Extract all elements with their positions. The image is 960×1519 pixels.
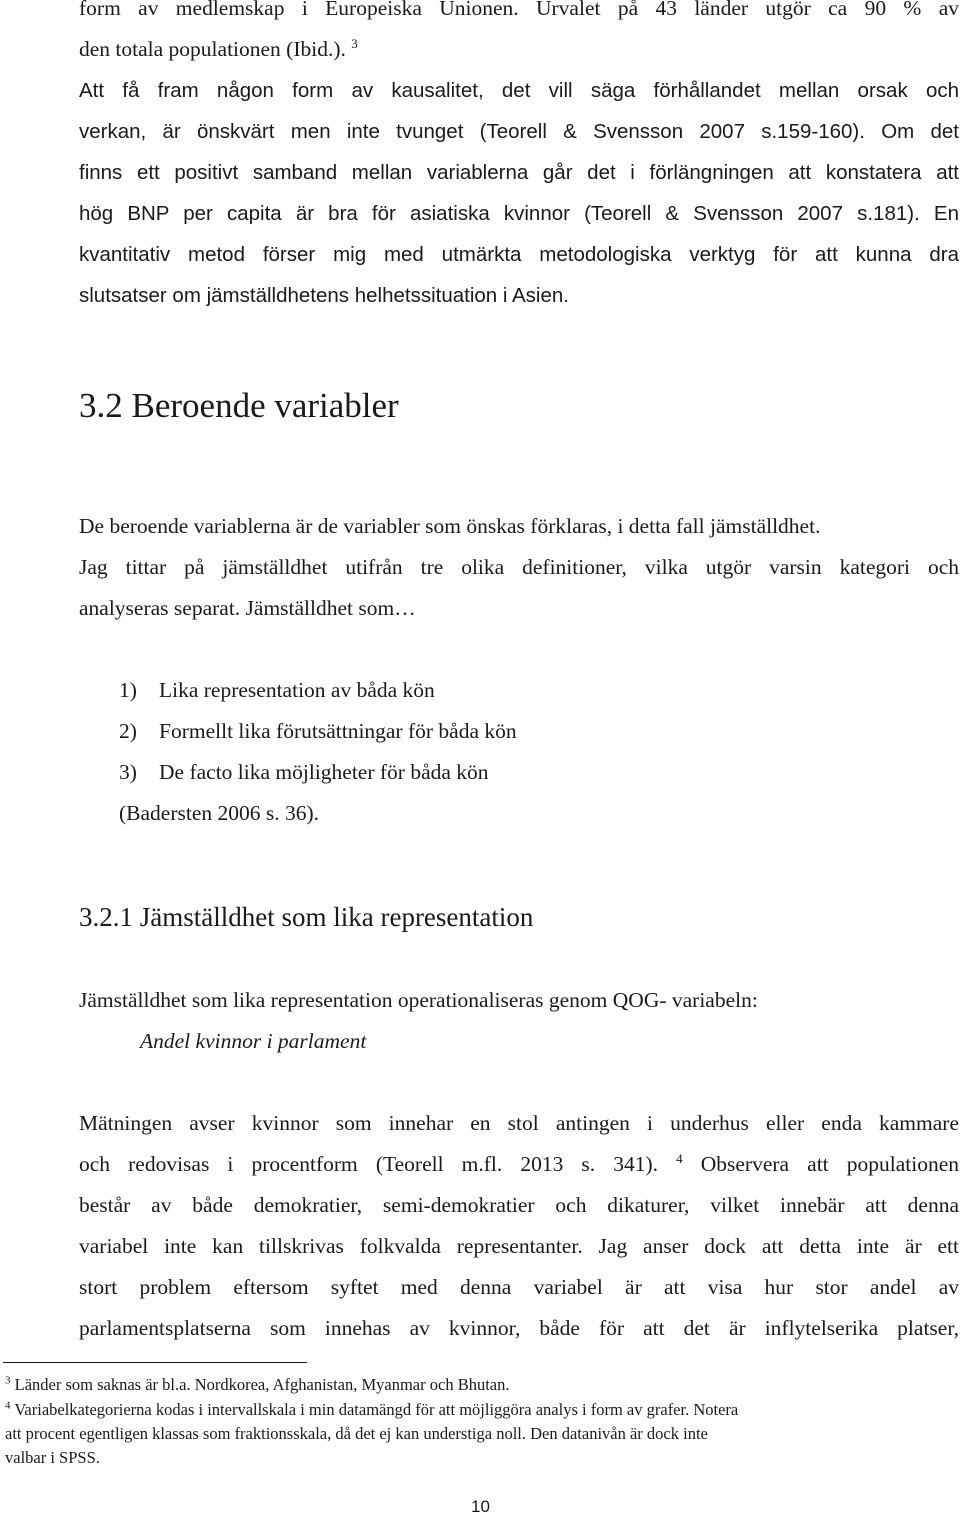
list-number: 1) (119, 678, 137, 702)
body-line: De beroende variablerna är de variabler som önskas förklaras, i detta fall jämställdhet. (79, 514, 821, 538)
body-line: stort problem eftersom syftet med denna variabel är att visa hur stor andel av (79, 1275, 959, 1299)
list-item (119, 760, 489, 785)
body-text: Om det (881, 120, 959, 143)
footnote-4-line: valbar i SPSS. (5, 1448, 100, 1467)
body-line (79, 120, 959, 144)
body-text: den totala populationen (Ibid.). (79, 37, 346, 61)
list-item (119, 678, 435, 703)
list-text: Formellt lika förutsättningar för båda kön (159, 719, 517, 743)
body-line: form av medlemskap i Europeiska Unionen. Urvalet på 43 länder utgör ca 90 % av (79, 0, 959, 20)
footnote-number: 3 (5, 1374, 11, 1387)
section-heading: 3.2 Beroende variabler (79, 386, 399, 425)
footnote-4 (5, 1400, 738, 1420)
body-line: Mätningen avser kvinnor som innehar en stol antingen i underhus eller enda kammare (79, 1111, 959, 1135)
footnote-text: Variabelkategorierna kodas i intervallskala i min datamängd för att möjliggöra analys i form av grafer. Notera (14, 1400, 739, 1419)
body-line: består av både demokratier, semi-demokratier och dikaturer, vilket innebär att denna (79, 1193, 959, 1217)
subsection-heading: 3.2.1 Jämställdhet som lika representation (79, 902, 534, 932)
body-line: variabel inte kan tillskrivas folkvalda representanter. Jag anser dock att detta inte är ett (79, 1234, 959, 1258)
body-line: finns ett positivt samband mellan variablerna går det i förlängningen att konstatera att (79, 161, 959, 184)
footnote-3 (5, 1375, 510, 1395)
body-line (79, 37, 358, 62)
body-text: och redovisas i procentform (Teorell m.fl. 2013 s. 341). (79, 1152, 659, 1176)
body-line (79, 202, 959, 226)
body-line: analyseras separat. Jämställdhet som… (79, 596, 416, 620)
list-text: Lika representation av båda kön (159, 678, 435, 702)
footnote-ref-3[interactable]: 3 (351, 35, 358, 51)
variable-name: Andel kvinnor i parlament (140, 1029, 367, 1053)
body-line: Jag tittar på jämställdhet utifrån tre olika definitioner, vilka utgör varsin kategori och (79, 555, 959, 579)
list-text: De facto lika möjligheter för båda kön (159, 760, 489, 784)
page-number: 10 (471, 1497, 490, 1516)
body-line: slutsatser om jämställdhetens helhetssituation i Asien. (79, 284, 569, 307)
list-number: 3) (119, 760, 137, 784)
citation: (Badersten 2006 s. 36). (119, 801, 320, 825)
body-text: En (933, 202, 959, 225)
body-text: verkan, är önskvärt men inte tvunget (Teorell & Svensson 2007 s.159-160). (79, 120, 865, 143)
body-line (79, 1152, 959, 1177)
body-text: Observera att populationen (700, 1152, 959, 1176)
list-number: 2) (119, 719, 137, 743)
body-line: kvantitativ metod förser mig med utmärkta metodologiska verktyg för att kunna dra (79, 243, 959, 266)
footnote-separator (3, 1362, 307, 1363)
footnote-text: Länder som saknas är bl.a. Nordkorea, Afghanistan, Myanmar och Bhutan. (14, 1375, 510, 1394)
footnote-number: 4 (5, 1399, 11, 1412)
body-text: hög BNP per capita är bra för asiatiska kvinnor (Teorell & Svensson 2007 s.181). (79, 202, 920, 225)
footnote-ref-4[interactable]: 4 (676, 1150, 683, 1166)
body-line: Att få fram någon form av kausalitet, det vill säga förhållandet mellan orsak och (79, 79, 959, 102)
body-line: parlamentsplatserna som innehas av kvinnor, både för att det är inflytelserika platser, (79, 1316, 959, 1340)
body-line: Jämställdhet som lika representation operationaliseras genom QOG- variabeln: (79, 988, 758, 1012)
footnote-4-line: att procent egentligen klassas som fraktionsskala, då det ej kan understiga noll. Den datanivån är dock inte (5, 1424, 708, 1443)
list-item (119, 719, 517, 744)
